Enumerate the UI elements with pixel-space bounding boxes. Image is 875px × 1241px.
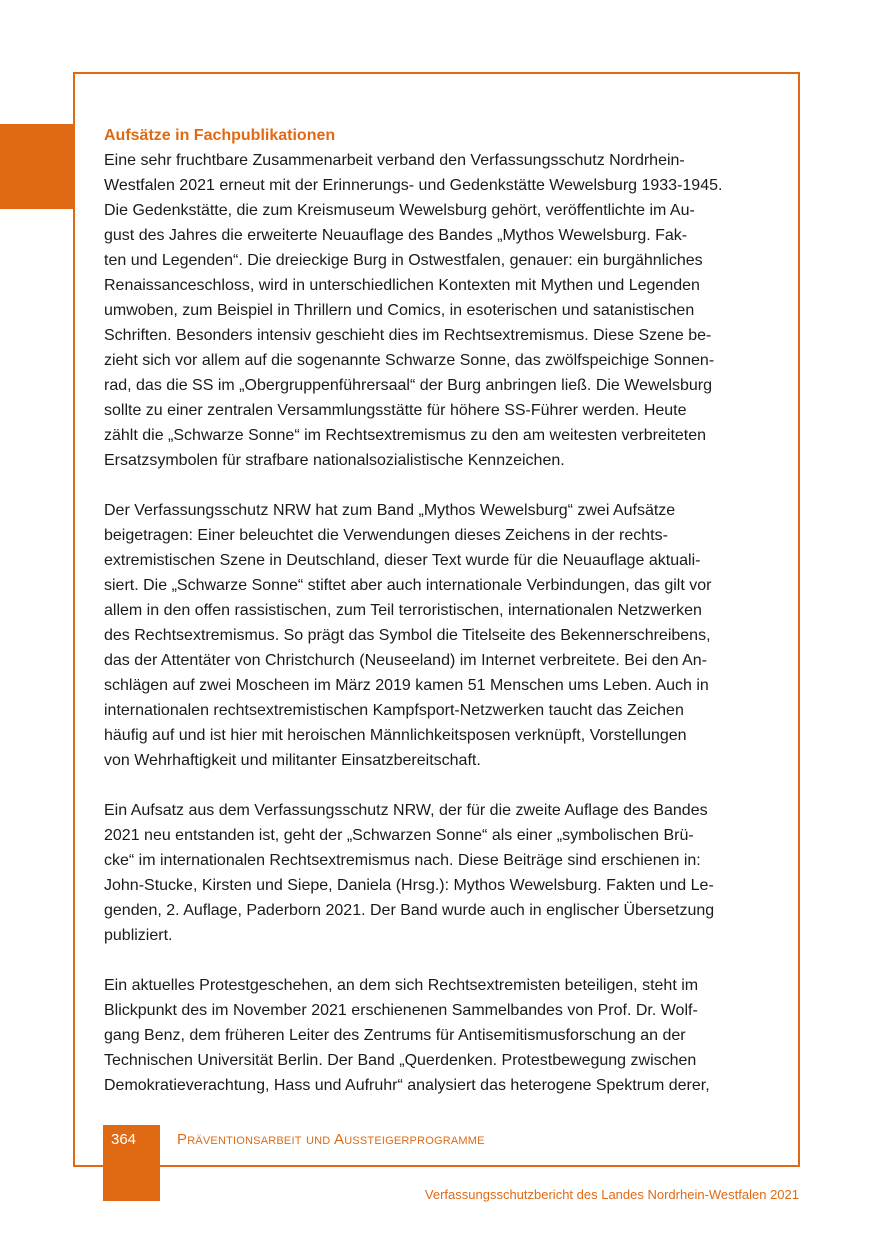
paragraph-line: sollte zu einer zentralen Versammlungsstätte für höhere SS-Führer werden. Heute [104, 402, 687, 419]
paragraph-line: Blickpunkt des im November 2021 erschienenen Sammelbandes von Prof. Dr. Wolf- [104, 1002, 698, 1019]
paragraph-line: beigetragen: Einer beleuchtet die Verwendungen dieses Zeichens in der rechts- [104, 527, 668, 544]
paragraph-line: Renaissanceschloss, wird in unterschiedlichen Kontexten mit Mythen und Legenden [104, 277, 700, 294]
paragraph-line: gust des Jahres die erweiterte Neuauflage des Bandes „Mythos Wewelsburg. Fak- [104, 227, 688, 244]
page-number: 364 [111, 1131, 137, 1148]
paragraph-line: zieht sich vor allem auf die sogenannte Schwarze Sonne, das zwölfspeichige Sonnen- [104, 352, 715, 369]
paragraph-line: cke“ im internationalen Rechtsextremismus nach. Diese Beiträge sind erschienen in: [104, 852, 701, 869]
paragraph-line: siert. Die „Schwarze Sonne“ stiftet aber auch internationale Verbindungen, das gilt vor [104, 577, 712, 594]
main-content [104, 123, 770, 1098]
paragraph-line: gang Benz, dem früheren Leiter des Zentrums für Antisemitismusforschung an der [104, 1027, 686, 1044]
page-number-box [103, 1125, 160, 1201]
paragraph-line: umwoben, zum Beispiel in Thrillern und Comics, in esoterischen und satanistischen [104, 302, 695, 319]
paragraph-line: Technischen Universität Berlin. Der Band „Querdenken. Protestbewegung zwischen [104, 1052, 697, 1069]
paragraph-line: Ersatzsymbolen für strafbare nationalsozialistische Kennzeichen. [104, 452, 565, 469]
paragraph-container [104, 148, 770, 1098]
paragraph-line: von Wehrhaftigkeit und militanter Einsatzbereitschaft. [104, 752, 481, 769]
paragraph-line: Schriften. Besonders intensiv geschieht dies im Rechtsextremismus. Diese Szene be- [104, 327, 712, 344]
paragraph-line: Eine sehr fruchtbare Zusammenarbeit verband den Verfassungsschutz Nordrhein- [104, 152, 685, 169]
paragraph-line: Demokratieverachtung, Hass und Aufruhr“ analysiert das heterogene Spektrum derer, [104, 1077, 710, 1094]
paragraph-line: internationalen rechtsextremistischen Kampfsport-Netzwerken taucht das Zeichen [104, 702, 684, 719]
paragraph-line: extremistischen Szene in Deutschland, dieser Text wurde für die Neuauflage aktuali- [104, 552, 701, 569]
paragraph-line: Ein Aufsatz aus dem Verfassungsschutz NRW, der für die zweite Auflage des Bandes [104, 802, 708, 819]
paragraph-line: John-Stucke, Kirsten und Siepe, Daniela (Hrsg.): Mythos Wewelsburg. Fakten und Le- [104, 877, 714, 894]
paragraph-line: häufig auf und ist hier mit heroischen Männlichkeitsposen verknüpft, Vorstellungen [104, 727, 687, 744]
paragraph-line: schlägen auf zwei Moscheen im März 2019 kamen 51 Menschen ums Leben. Auch in [104, 677, 709, 694]
paragraph-line: 2021 neu entstanden ist, geht der „Schwarzen Sonne“ als einer „symbolischen Brü- [104, 827, 694, 844]
paragraph-line: publiziert. [104, 927, 173, 944]
paragraph-line: das der Attentäter von Christchurch (Neuseeland) im Internet verbreitete. Bei den An- [104, 652, 707, 669]
paragraph-line: Die Gedenkstätte, die zum Kreismuseum Wewelsburg gehört, veröffentlichte im Au- [104, 202, 695, 219]
section-heading: Aufsätze in Fachpublikationen [104, 127, 336, 144]
paragraph-line: zählt die „Schwarze Sonne“ im Rechtsextremismus zu den am weitesten verbreiteten [104, 427, 707, 444]
paragraph-line: ten und Legenden“. Die dreieckige Burg in Ostwestfalen, genauer: ein burgähnliches [104, 252, 703, 269]
paragraph-line: allem in den offen rassistischen, zum Teil terroristischen, internationalen Netzwerken [104, 602, 702, 619]
paragraph-line: des Rechtsextremismus. So prägt das Symbol die Titelseite des Bekennerschreibens, [104, 627, 711, 644]
body-paragraph [104, 498, 770, 773]
footer-publication-title: Verfassungsschutzbericht des Landes Nordrhein-Westfalen 2021 [424, 1187, 799, 1202]
body-paragraph [104, 973, 770, 1098]
paragraph-line: Westfalen 2021 erneut mit der Erinnerungs- und Gedenkstätte Wewelsburg 1933-1945. [104, 177, 723, 194]
body-paragraph [104, 798, 770, 948]
paragraph-line: rad, das die SS im „Obergruppenführersaal“ der Burg anbringen ließ. Die Wewelsburg [104, 377, 713, 394]
chapter-tab [0, 124, 75, 209]
paragraph-line: Ein aktuelles Protestgeschehen, an dem sich Rechtsextremisten beteiligen, steht im [104, 977, 699, 994]
running-section-title: Präventionsarbeit und Aussteigerprogramme [177, 1131, 485, 1148]
body-paragraph [104, 148, 770, 473]
paragraph-line: genden, 2. Auflage, Paderborn 2021. Der Band wurde auch in englischer Übersetzung [104, 902, 715, 919]
paragraph-line: Der Verfassungsschutz NRW hat zum Band „Mythos Wewelsburg“ zwei Aufsätze [104, 502, 676, 519]
